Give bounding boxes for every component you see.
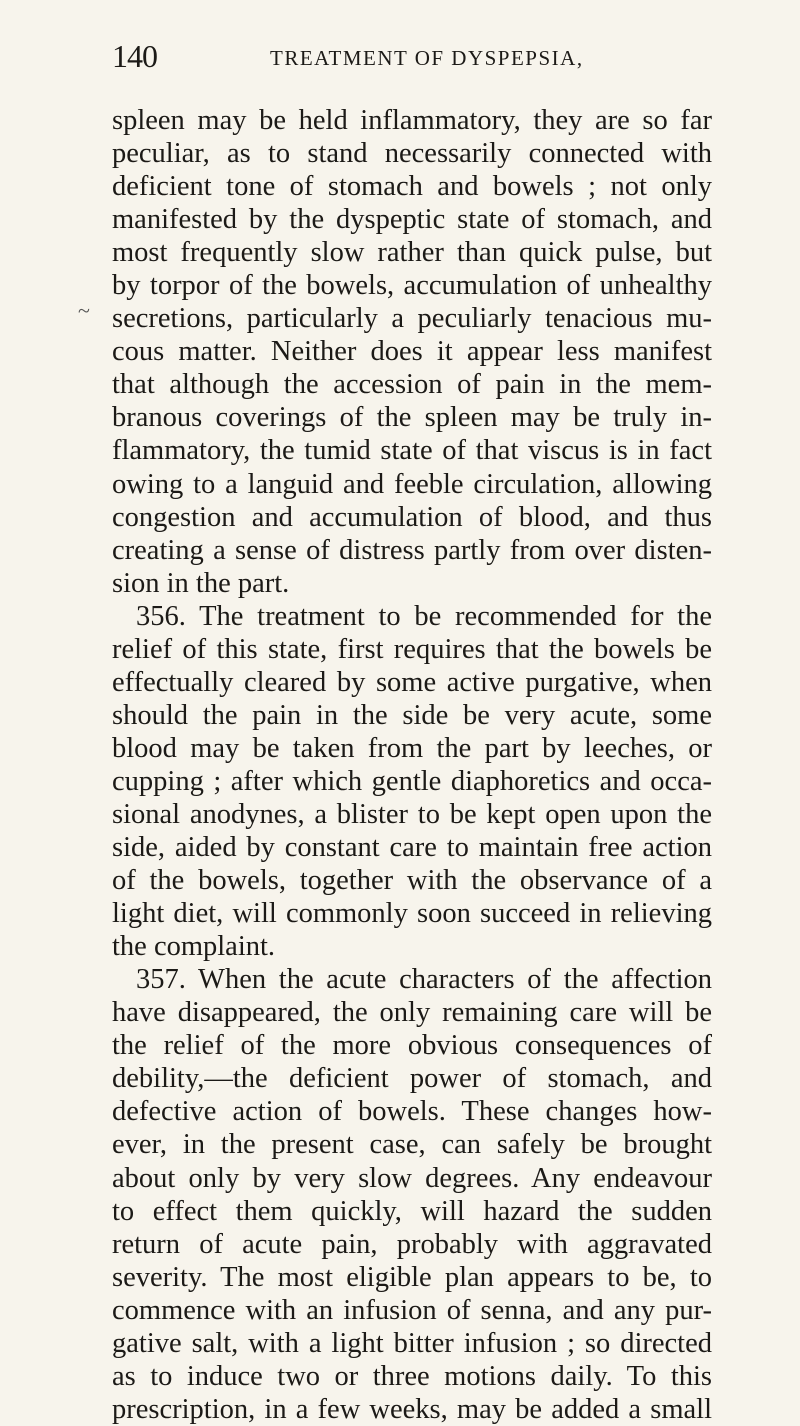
text-line: owing to a languid and feeble circulation, allowing (112, 468, 712, 500)
text-line: congestion and accumulation of blood, and thus (112, 501, 712, 533)
text-line: deficient tone of stomach and bowels ; not only (112, 171, 712, 203)
text-line: ever, in the present case, can safely be brought (112, 1129, 712, 1161)
text-line: light diet, will commonly soon succeed in relieving (112, 898, 712, 930)
margin-mark: ~ (78, 298, 90, 323)
text-line: blood may be taken from the part by leeches, or (112, 732, 712, 764)
text-line: spleen may be held inflammatory, they are so far (112, 105, 712, 136)
text-line: commence with an infusion of senna, and any pur- (112, 1294, 712, 1326)
running-head (112, 38, 712, 74)
text-line: should the pain in the side be very acute, some (112, 699, 712, 731)
text-line: that although the accession of pain in the mem- (112, 369, 712, 401)
text-line: the relief of the more obvious consequences of (112, 1030, 712, 1062)
text-line: have disappeared, the only remaining care will be (112, 997, 712, 1029)
text-line: severity. The most eligible plan appears to be, to (112, 1261, 712, 1293)
text-line: relief of this state, first requires that the bowels be (112, 633, 712, 665)
text-line: creating a sense of distress partly from over disten- (112, 534, 712, 566)
body-text (112, 104, 712, 1426)
text-line: 356. The treatment to be recommended for the (136, 600, 712, 632)
text-line: side, aided by constant care to maintain free action (112, 832, 712, 864)
text-line: manifested by the dyspeptic state of stomach, and (112, 204, 712, 236)
text-line: cous matter. Neither does it appear less manifest (112, 336, 712, 368)
text-line: effectually cleared by some active purgative, when (112, 666, 712, 698)
text-line: 357. When the acute characters of the affection (136, 964, 712, 996)
text-line: gative salt, with a light bitter infusion ; so directed (112, 1327, 712, 1359)
running-title: TREATMENT OF DYSPEPSIA, (270, 46, 584, 70)
text-line: of the bowels, together with the observance of a (112, 865, 712, 897)
text-line: debility,—the deficient power of stomach, and (112, 1063, 712, 1095)
text-line: sion in the part. (112, 567, 290, 599)
text-line: flammatory, the tumid state of that viscus is in fact (112, 435, 712, 467)
text-line: branous coverings of the spleen may be truly in- (112, 402, 712, 434)
text-line: to effect them quickly, will hazard the sudden (112, 1195, 712, 1227)
text-line: prescription, in a few weeks, may be added a small (112, 1393, 712, 1425)
text-line: defective action of bowels. These changes how- (112, 1096, 712, 1128)
text-line: as to induce two or three motions daily. To this (112, 1360, 712, 1392)
text-line: return of acute pain, probably with aggravated (112, 1228, 712, 1260)
text-line: most frequently slow rather than quick pulse, but (112, 237, 712, 269)
text-line: sional anodynes, a blister to be kept open upon the (112, 798, 712, 830)
text-line: about only by very slow degrees. Any endeavour (112, 1162, 712, 1194)
text-line: cupping ; after which gentle diaphoretics and occa- (112, 765, 712, 797)
text-line: secretions, particularly a peculiarly tenacious mu- (112, 303, 712, 335)
text-line: the complaint. (112, 931, 276, 963)
text-line: peculiar, as to stand necessarily connected with (112, 138, 712, 170)
page-number: 140 (112, 38, 157, 74)
text-line: by torpor of the bowels, accumulation of unhealthy (112, 270, 712, 302)
